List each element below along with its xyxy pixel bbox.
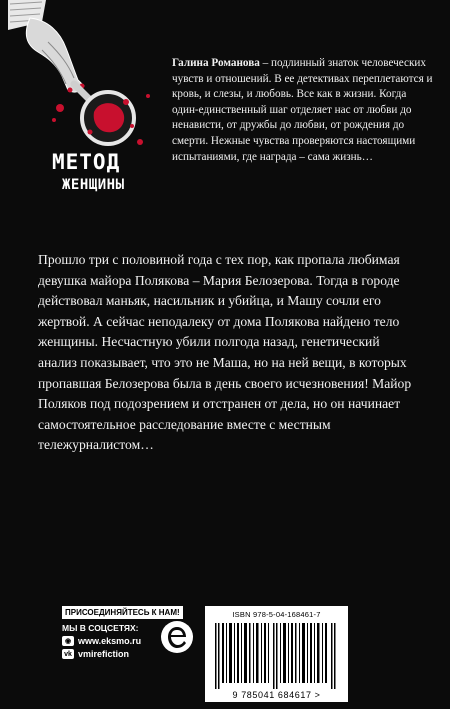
author-about <box>172 56 434 165</box>
vk-row[interactable] <box>62 649 144 659</box>
barcode-digits: 9 785041 684617 > <box>232 690 321 700</box>
site-row[interactable] <box>62 636 144 646</box>
series-title-line2: ЖЕНЩИНЫ <box>62 177 125 193</box>
join-badge: ПРИСОЕДИНЯЙТЕСЬ К НАМ! <box>62 606 183 619</box>
vk-icon: vk <box>62 649 74 659</box>
author-about-text: – подлинный знаток человеческих чувств и отношений. В ее детективах переплетаются и кровь, и слезы, и любовь. Все как в жизни. Когда один-единственный шаг отделяет нас от любви до ненависти, от дружбы до любви, от рождения до смерти. Нежные чувства проверяются настоящими испытаниями, где награда – сама жизнь… <box>172 57 433 163</box>
isbn-text: ISBN 978-5-04-168461-7 <box>232 610 321 619</box>
vk-link[interactable]: vmirefiction <box>78 649 130 659</box>
web-icon: ◉ <box>62 636 74 646</box>
eksmo-logo-icon <box>160 620 194 659</box>
series-logo <box>8 0 158 205</box>
site-link[interactable]: www.eksmo.ru <box>78 636 142 646</box>
hand-magnifier-icon <box>8 0 158 150</box>
series-title-line1: МЕТОД <box>52 150 121 174</box>
author-name: Галина Романова <box>172 57 260 69</box>
barcode-icon <box>215 623 338 689</box>
social-block <box>62 602 180 659</box>
social-heading: МЫ В СОЦСЕТЯХ: <box>62 623 139 633</box>
book-synopsis: Прошло три с половиной года с тех пор, как пропала любимая девушка майора Полякова – Мария Белозерова. Тогда в городе действовал маньяк, насильник и убийца, и Машу сочли его жертвой. А сейчас неподалеку от дома Полякова найдено тело женщины. Несчастную убили полгода назад, генетический анализ показывает, что это не Маша, но на ней вещи, в которых пропавшая Белозерова была в день своего исчезновения! Майор Поляков под подозрением и отстранен от дела, но он начинает самостоятельное расследование вместе с местным тележурналистом… <box>38 252 412 453</box>
barcode-area <box>205 606 348 702</box>
